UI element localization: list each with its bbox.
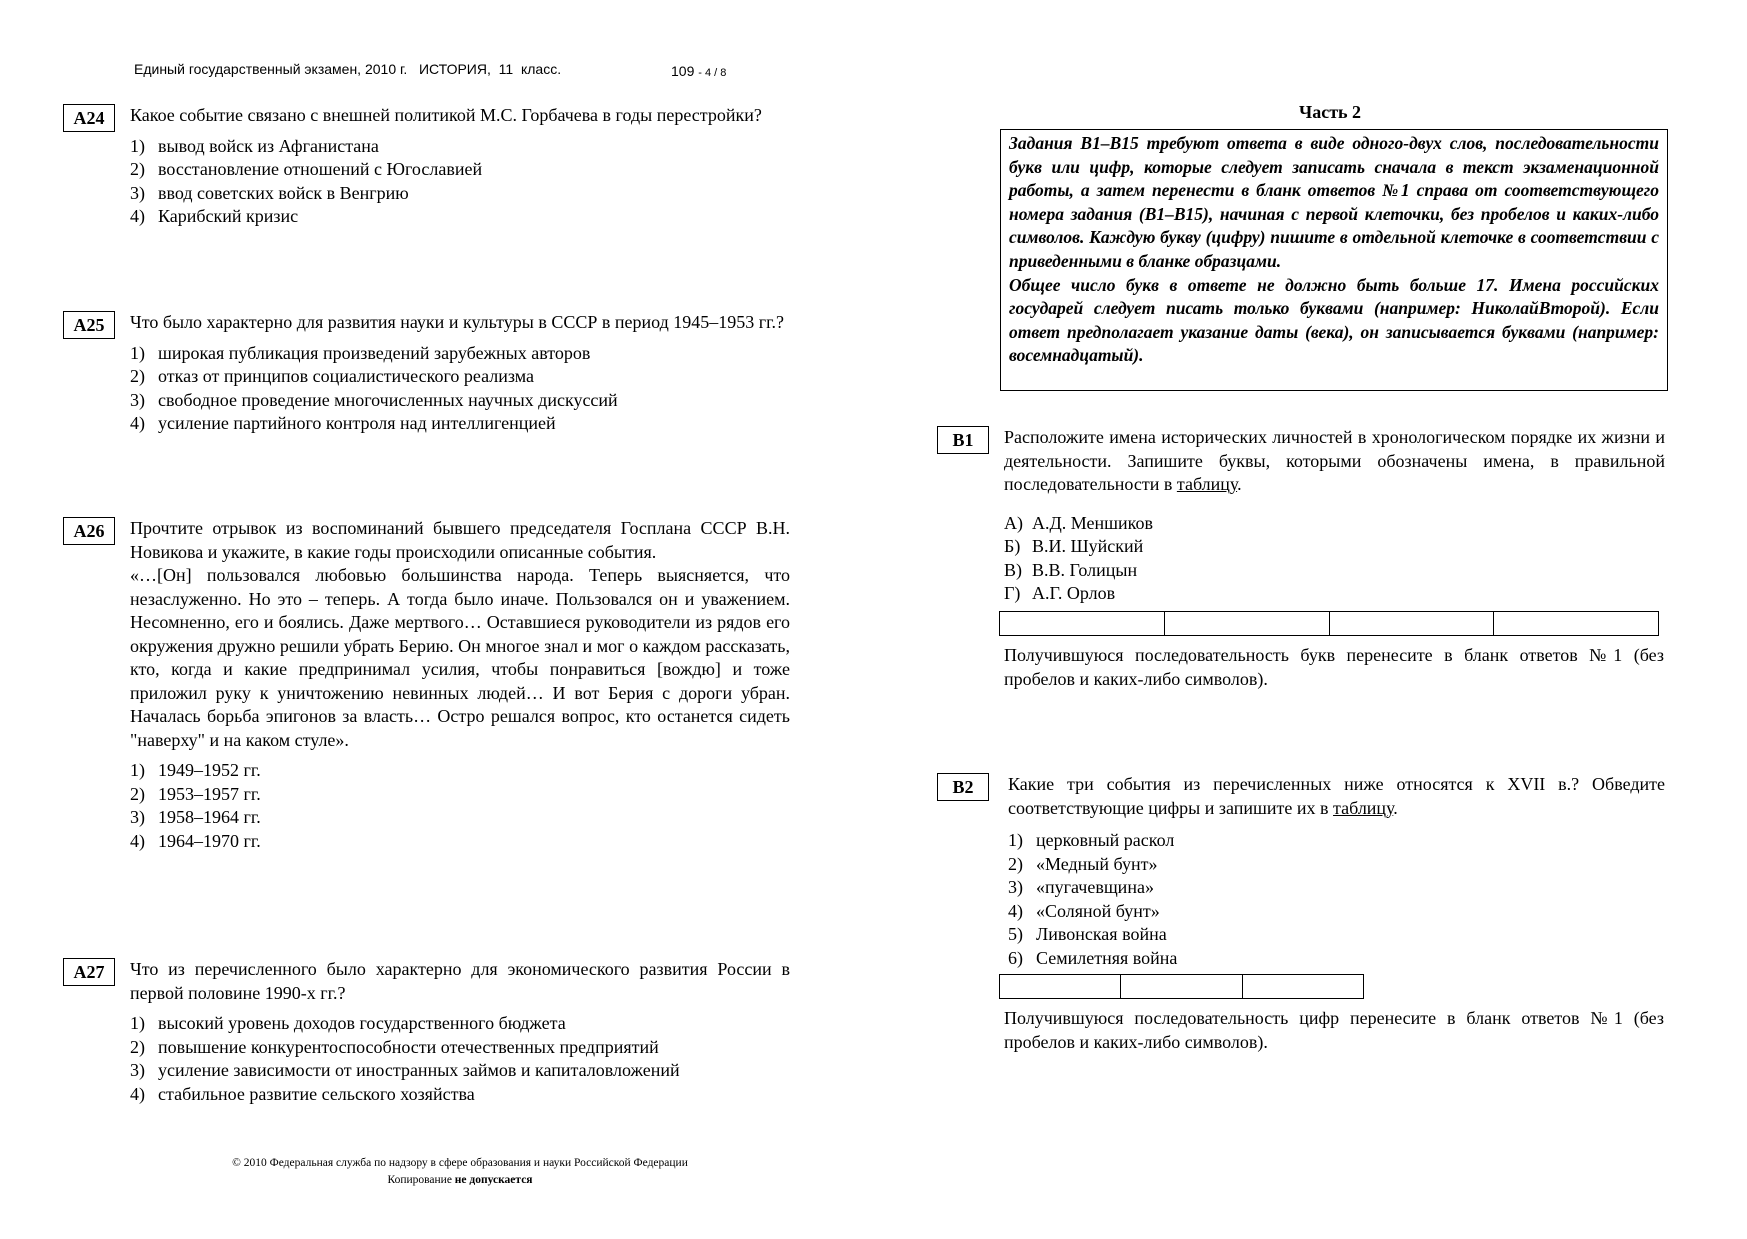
part-title: Часть 2 [1299,102,1362,122]
option-a26-1 [130,759,790,783]
copy-notice [196,1172,724,1189]
option-text: высокий уровень доходов государственного бюджета [158,1013,566,1033]
option-b2-6 [1008,947,1665,971]
instructions-paragraph-1: Задания В1–В15 требуют ответа в виде одного-двух слов, последовательности букв или цифр, которые следует записать сначала в текст экзаменационной работы, а затем перенести в бланк ответов №1 справа от соответствующего номера задания (В1–В15), начиная с первой клеточки, без пробелов и каких-либо символов. Каждую букву (цифру) пишите в отдельной клеточке в соответствии с приведенными в бланке образцами. [1009,133,1659,271]
instructions-box [1000,129,1668,391]
option-b2-5 [1008,923,1665,947]
answer-cell[interactable] [1121,975,1242,999]
answer-table-b1 [999,611,1659,636]
option-num: 1) [130,760,145,780]
copy-notice-text: Копирование [387,1174,455,1186]
answer-cell[interactable] [1000,612,1165,636]
option-text: восстановление отношений с Югославией [158,159,483,179]
option-num: 3) [130,182,145,203]
option-num: 4) [1008,900,1023,921]
question-text-a25: Что было характерно для развития науки и культуры в СССР в период 1945–1953 гг.? [130,312,785,332]
quote-a26: «…[Он] пользовался любовью большинства народа. Теперь выясняется, что незаслуженно. Но это – теперь. А тогда было иначе. Пользовался он и уважением. Несомненно, его и боялись. Даже мертвого… Оставшиеся руководители из рядов его окружения дружно решили убрать Берию. Он многое знал и мог о каждом рассказать, кто, когда и какие предпринимал усилия, чтобы понравиться [вождю] и тоже приложил руку к уничтожению невинных людей… И вот Берия с дороги убран. Началась борьба эпигонов за власть… Остро решался вопрос, кто останется сидеть "наверху" и на каком стуле». [130,565,790,750]
option-num: Б) [1004,536,1021,556]
option-num: 1) [130,135,145,156]
option-text: широкая публикация произведений зарубежных авторов [158,342,591,363]
options-a27 [130,1012,790,1106]
question-label-b1: В1 [937,426,989,454]
option-num: 2) [130,366,145,386]
question-label-b2: В2 [937,773,989,801]
option-text: 1953–1957 гг. [158,783,261,804]
exam-header: Единый государственный экзамен, 2010 г. ИСТОРИЯ, 11 класс. [134,61,562,77]
options-b2 [1008,829,1665,970]
option-num: 3) [130,1060,145,1080]
option-text: «Соляной бунт» [1036,900,1160,921]
question-label-a27: А27 [63,958,115,986]
question-text-b1-main: Расположите имена исторических личностей в хронологическом порядке их жизни и деятельности. Запишите буквы, которыми обозначены имена, в правильной последовательности в [1004,427,1665,494]
copy-notice-bold: не допускается [454,1174,533,1186]
option-b2-4 [1008,900,1665,924]
option-num: 3) [1008,877,1023,897]
table-link-b1[interactable]: таблицу [1176,474,1238,494]
option-a27-2 [130,1036,790,1060]
option-text: 1949–1952 гг. [158,760,261,780]
transfer-note-b1: Получившуюся последовательность букв перенесите в бланк ответов №1 (без пробелов и каких-либо символов). [1004,645,1664,689]
option-text: свободное проведение многочисленных научных дискуссий [158,389,618,410]
question-label-a26: А26 [63,517,115,545]
option-text: 1964–1970 гг. [158,830,261,851]
question-text-b2 [1008,773,1665,820]
option-num: 6) [1008,947,1023,968]
question-a26 [63,517,790,853]
options-a24 [130,135,790,229]
option-num: В) [1004,559,1022,580]
page-number [671,63,726,79]
option-a25-4 [130,412,790,436]
option-num: 4) [130,1083,145,1104]
question-b1 [937,426,1665,606]
option-b2-2 [1008,853,1665,877]
answer-cell[interactable] [1329,612,1494,636]
option-num: 2) [130,1036,145,1057]
option-a25-2 [130,365,790,389]
option-num: 1) [130,342,145,363]
option-text: А.Г. Орлов [1032,583,1116,603]
option-text: Карибский кризис [158,206,299,226]
option-num: А) [1004,512,1023,533]
options-a26 [130,759,790,853]
option-text: Ливонская война [1036,924,1167,944]
option-b2-1 [1008,829,1665,853]
option-num: 2) [130,783,145,804]
option-a24-3 [130,182,790,206]
option-a26-2 [130,783,790,807]
question-a24 [63,104,790,229]
table-link-b2[interactable]: таблицу [1333,797,1394,818]
option-text: В.И. Шуйский [1032,536,1144,556]
option-b1-a [1004,512,1665,536]
question-text-b2-main: Какие три события из перечисленных ниже относятся к XVII в.? Обведите соответствующие цифры и запишите их в [1008,774,1665,818]
answer-cell[interactable] [1494,612,1659,636]
question-a25 [63,311,790,436]
option-text: «пугачевщина» [1036,877,1154,897]
option-b1-g [1004,582,1665,606]
option-a24-4 [130,205,790,229]
option-text: усиление зависимости от иностранных займов и капиталовложений [158,1060,680,1080]
option-num: 2) [1008,853,1023,874]
option-num: 3) [130,807,145,827]
question-text-a27: Что из перечисленного было характерно для экономического развития России в первой половине 1990-х гг.? [130,959,790,1003]
option-text: отказ от принципов социалистического реализма [158,366,534,386]
question-label-a25: А25 [63,311,115,339]
option-text: «Медный бунт» [1036,853,1158,874]
option-text: В.В. Голицын [1032,559,1138,580]
option-num: 1) [1008,830,1023,850]
transfer-note-b2: Получившуюся последовательность цифр перенесите в бланк ответов №1 (без пробелов и каких-либо символов). [1004,1008,1664,1052]
question-label-a24: А24 [63,104,115,132]
option-text: стабильное развитие сельского хозяйства [158,1083,475,1104]
question-text-a26: Прочтите отрывок из воспоминаний бывшего председателя Госплана СССР В.Н. Новикова и укажите, в какие годы происходили описанные события. [130,518,790,562]
copyright-line: © 2010 Федеральная служба по надзору в сфере образования и науки Российской Федерации [232,1157,688,1169]
option-num: 4) [130,206,145,226]
option-num: Г) [1004,583,1021,603]
option-text: Семилетняя война [1036,947,1178,968]
options-b1 [1004,512,1665,606]
question-text-a24: Какое событие связано с внешней политикой М.С. Горбачева в годы перестройки? [130,105,762,125]
option-b1-b [1004,535,1665,559]
option-a25-3 [130,389,790,413]
answer-cell[interactable] [1000,975,1121,999]
option-a26-4 [130,830,790,854]
instructions-paragraph-2: Общее число букв в ответе не должно быть больше 17. Имена российских государей следует писать только буквами (например: НиколайВторой). Если ответ предполагает указание даты (века), он записывается буквами (например: восемнадцатый). [1009,274,1659,366]
option-a26-3 [130,806,790,830]
option-num: 3) [130,389,145,410]
question-text-b2-end: . [1393,797,1398,818]
option-num: 4) [130,413,145,433]
answer-cell[interactable] [1242,975,1363,999]
option-text: ввод советских войск в Венгрию [158,182,409,203]
option-a27-3 [130,1059,790,1083]
page-number-main: 109 [671,63,695,79]
option-text: усиление партийного контроля над интеллигенцией [158,413,556,433]
question-b2 [937,773,1665,970]
option-a25-1 [130,342,790,366]
option-num: 4) [130,830,145,851]
option-b1-v [1004,559,1665,583]
option-a24-2 [130,158,790,182]
question-text-b1 [1004,426,1665,497]
options-a25 [130,342,790,436]
option-a27-1 [130,1012,790,1036]
copyright-footer [196,1155,724,1189]
option-num: 1) [130,1013,145,1033]
option-num: 2) [130,159,145,179]
option-text: вывод войск из Афганистана [158,135,379,156]
answer-table-b2 [999,974,1364,999]
option-text: повышение конкурентоспособности отечественных предприятий [158,1036,659,1057]
option-num: 5) [1008,924,1023,944]
question-a27 [63,958,790,1106]
option-b2-3 [1008,876,1665,900]
option-a24-1 [130,135,790,159]
option-text: церковный раскол [1036,830,1175,850]
answer-cell[interactable] [1164,612,1329,636]
option-a27-4 [130,1083,790,1107]
question-text-b1-end: . [1237,474,1242,494]
option-text: 1958–1964 гг. [158,807,261,827]
page-number-sub: - 4 / 8 [698,67,727,79]
option-text: А.Д. Меншиков [1032,512,1153,533]
